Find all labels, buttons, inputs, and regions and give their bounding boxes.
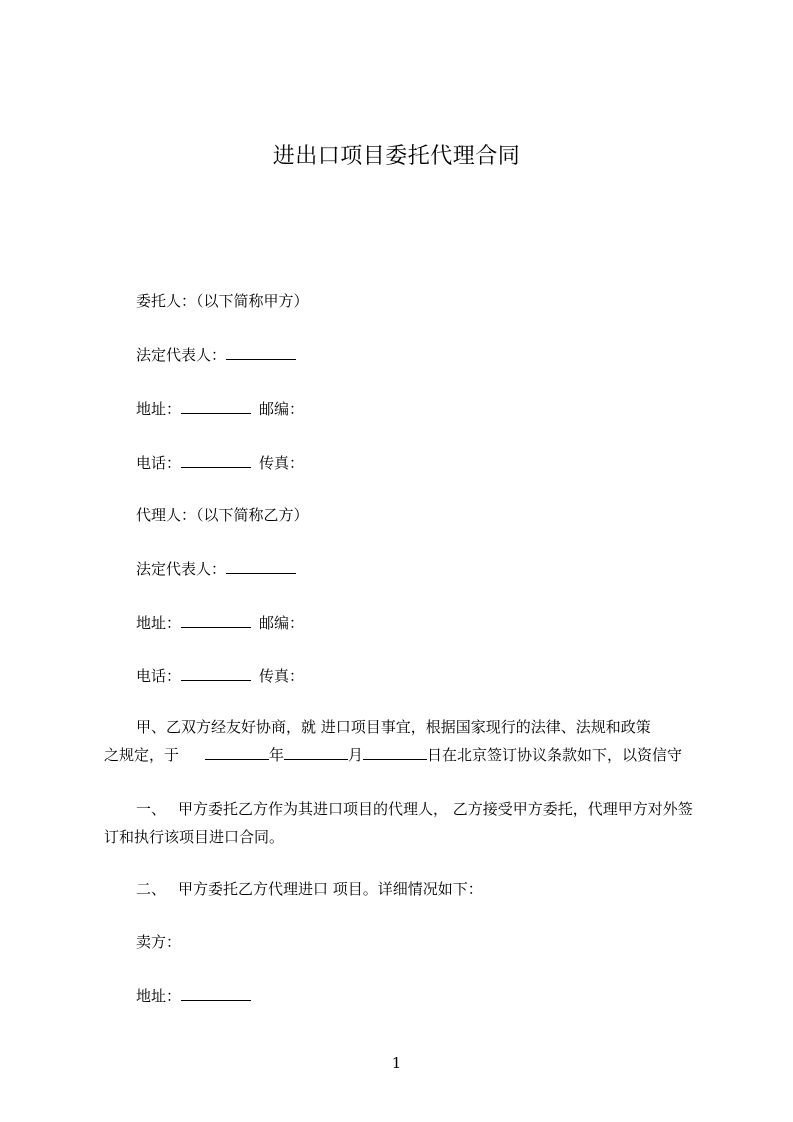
clause-1-number: 一、 [136,800,167,818]
party-a-postcode-label: 邮编： [259,400,305,418]
party-b-rep-blank [226,558,296,574]
party-b-phone-blank [181,665,251,681]
party-b-address-label: 地址： [136,614,182,632]
party-b-rep-line [136,558,296,579]
document-title: 进出口项目委托代理合同 [272,144,521,169]
clause-2 [136,879,483,899]
party-a-rep-label: 法定代表人： [136,346,227,364]
party-a-address-line [136,398,304,419]
clause-2-text: 甲方委托乙方代理进口 项目。详细情况如下： [178,880,483,898]
seller-label: 卖方： [136,933,182,951]
clause-2-number: 二、 [136,880,167,898]
party-b-address-blank [181,612,251,628]
party-b-fax-label: 传真： [259,667,305,685]
intro-line-2 [104,741,700,769]
party-a-rep-blank [226,344,296,360]
month-label: 月 [348,746,364,764]
party-b-agent: 代理人：（以下简称乙方） [136,506,309,524]
party-a-phone-label: 电话： [136,454,182,472]
seller-address-line [136,985,251,1006]
month-blank [284,744,348,760]
seller-address-blank [181,985,251,1001]
party-a-rep-line [136,344,296,365]
year-label: 年 [269,746,285,764]
party-b-address-line [136,612,304,633]
party-b-postcode-label: 邮编： [259,614,305,632]
party-a-address-blank [181,398,251,414]
seller-address-label: 地址： [136,987,182,1005]
party-b-phone-line [136,665,304,686]
party-a-phone-line [136,452,304,473]
party-a-client: 委托人：（以下简称甲方） [136,292,309,310]
party-a-address-label: 地址： [136,400,182,418]
year-blank [205,744,269,760]
intro-line-1: 甲、乙双方经友好协商，就 进口项目事宜，根据国家现行的法律、法规和政策 [136,718,651,736]
day-blank [363,744,427,760]
intro-line-2-suffix: 日在北京签订协议条款如下，以资信守 [427,746,683,764]
clause-1 [104,795,700,851]
clause-1-text: 甲方委托乙方作为其进口项目的代理人， 乙方接受甲方委托，代理甲方对外签订和执行该项目进口合同。 [104,800,693,846]
party-a-fax-label: 传真： [259,454,305,472]
intro-paragraph [104,713,700,769]
intro-line-2-prefix: 之规定，于 [104,746,180,764]
party-b-phone-label: 电话： [136,667,182,685]
page-number: 1 [391,1054,402,1072]
party-b-rep-label: 法定代表人： [136,560,227,578]
party-a-phone-blank [181,452,251,468]
